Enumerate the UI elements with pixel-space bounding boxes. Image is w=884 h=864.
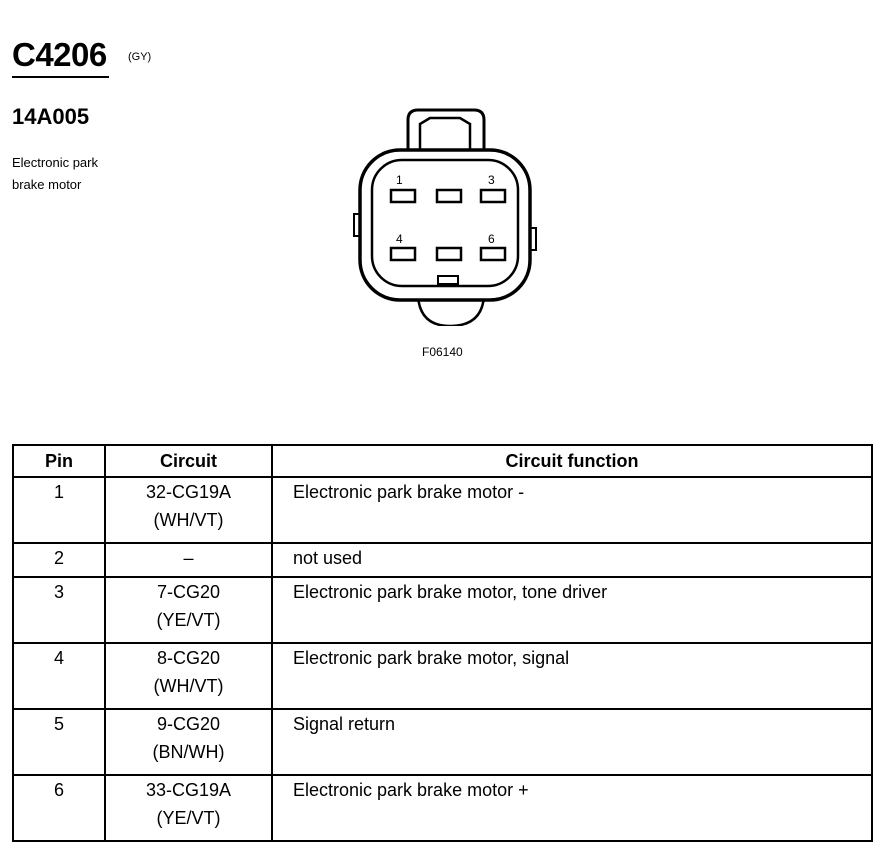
component-name xyxy=(12,152,142,196)
connector-id: C4206 xyxy=(12,36,107,73)
cell-function: not used xyxy=(272,543,872,577)
pin-label-6: 6 xyxy=(488,232,495,246)
circuit-id: 8-CG20 xyxy=(156,648,221,668)
connector-color: (GY) xyxy=(128,51,152,63)
cell-circuit xyxy=(105,543,272,577)
circuit-id: 9-CG20 xyxy=(156,714,221,734)
circuit-id: 32-CG19A xyxy=(145,482,232,502)
cell-circuit xyxy=(105,643,272,709)
cell-pin: 5 xyxy=(13,709,105,775)
circuit-id: 33-CG19A xyxy=(145,780,232,800)
wire-color: (WH/VT) xyxy=(153,510,224,530)
pin-label-4: 4 xyxy=(396,232,403,246)
cell-pin: 3 xyxy=(13,577,105,643)
figure-code: F06140 xyxy=(422,345,463,359)
cell-circuit xyxy=(105,577,272,643)
connector-body-outer xyxy=(360,150,530,300)
cell-function: Electronic park brake motor - xyxy=(272,477,872,543)
connector-face-diagram xyxy=(350,104,550,326)
part-number: 14A005 xyxy=(12,104,90,129)
cell-pin: 1 xyxy=(13,477,105,543)
component-name-line1: Electronic park xyxy=(12,155,98,170)
pin-label-1: 1 xyxy=(396,173,403,187)
cell-circuit xyxy=(105,775,272,841)
table-row xyxy=(13,543,872,577)
table-row xyxy=(13,709,872,775)
pin-table xyxy=(12,444,873,842)
connector-id-underline xyxy=(12,76,109,78)
cell-pin: 6 xyxy=(13,775,105,841)
table-header-row xyxy=(13,445,872,477)
cell-function: Signal return xyxy=(272,709,872,775)
pin-label-3: 3 xyxy=(488,173,495,187)
table-row xyxy=(13,775,872,841)
table-row xyxy=(13,477,872,543)
cell-pin: 4 xyxy=(13,643,105,709)
cell-pin: 2 xyxy=(13,543,105,577)
wire-color: (YE/VT) xyxy=(156,808,221,828)
cell-circuit xyxy=(105,477,272,543)
header-circuit: Circuit xyxy=(105,445,272,477)
table-row xyxy=(13,643,872,709)
circuit-id: – xyxy=(183,548,194,568)
header-pin: Pin xyxy=(13,445,105,477)
wire-color: (BN/WH) xyxy=(152,742,225,762)
wire-color: (YE/VT) xyxy=(156,610,221,630)
wire-color: (WH/VT) xyxy=(153,676,224,696)
cell-function: Electronic park brake motor + xyxy=(272,775,872,841)
cell-function: Electronic park brake motor, tone driver xyxy=(272,577,872,643)
cell-circuit xyxy=(105,709,272,775)
component-name-line2: brake motor xyxy=(12,177,82,192)
cell-function: Electronic park brake motor, signal xyxy=(272,643,872,709)
header-circuit-function: Circuit function xyxy=(272,445,872,477)
circuit-id: 7-CG20 xyxy=(156,582,221,602)
table-row xyxy=(13,577,872,643)
